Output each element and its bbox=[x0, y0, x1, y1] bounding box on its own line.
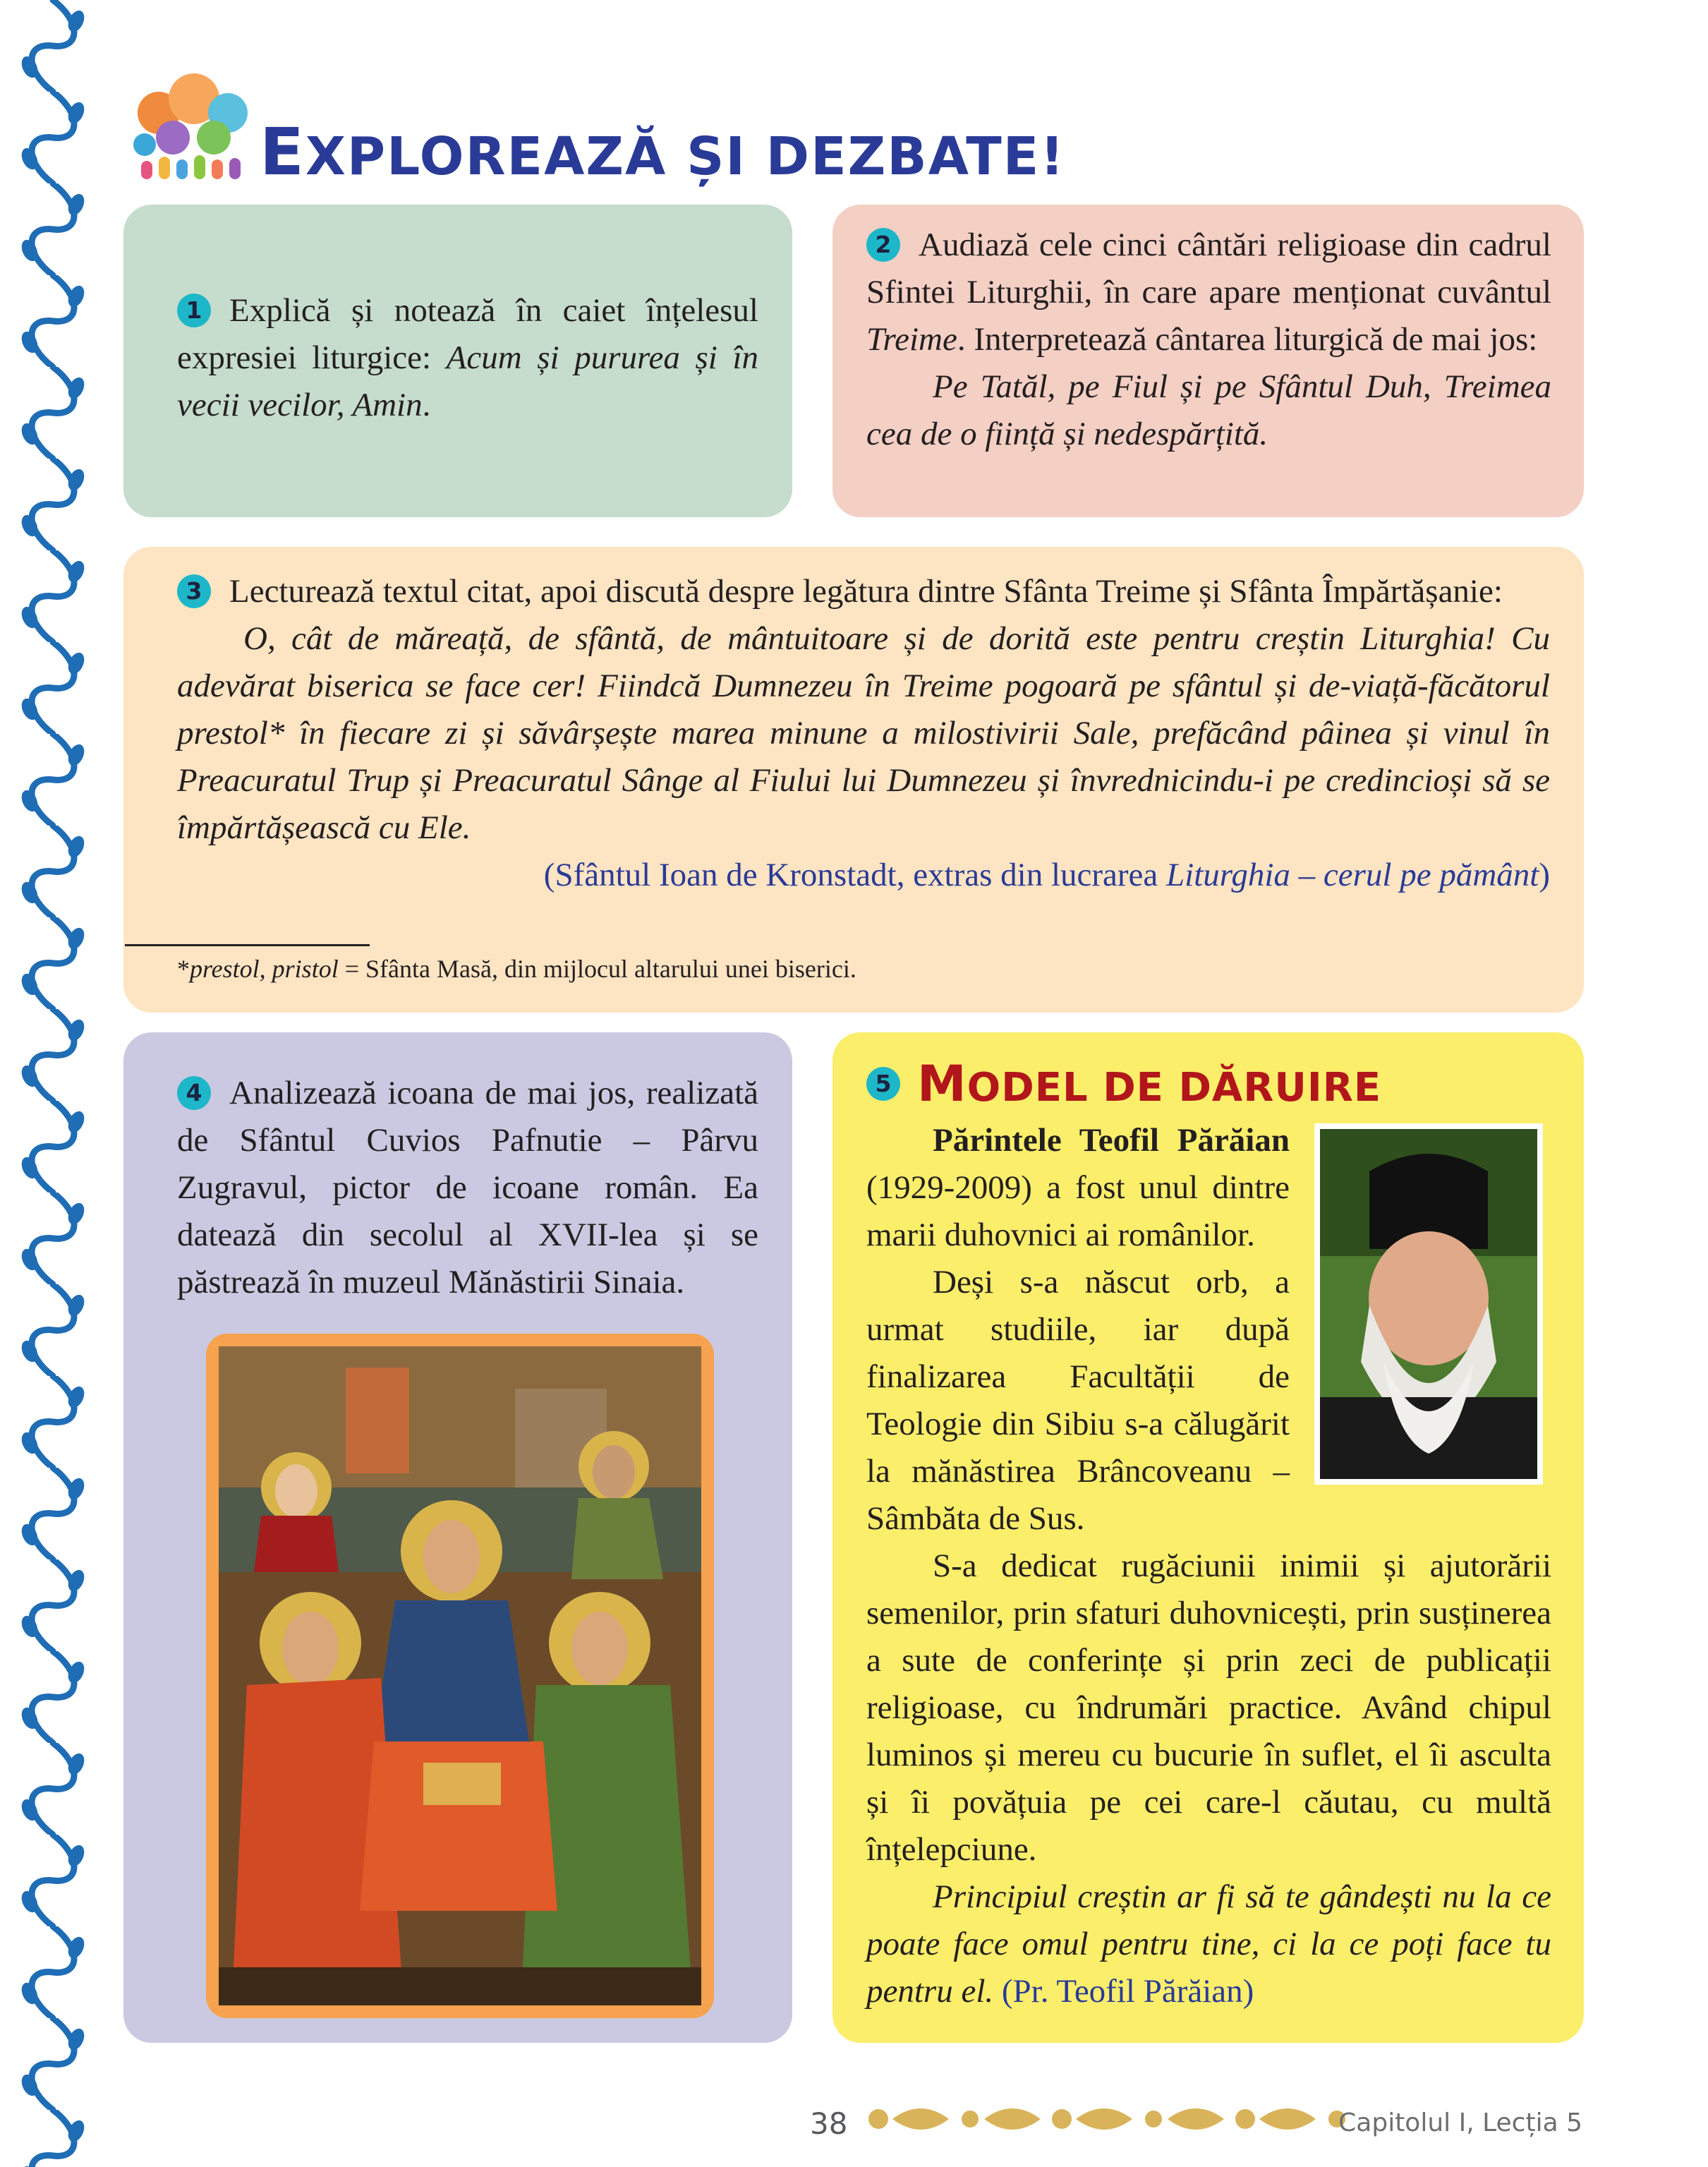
page-number: 38 bbox=[810, 2106, 848, 2141]
task-2-quote: Pe Tatăl, pe Fiul și pe Sfântul Duh, Treimea cea de o ființă și nedespărțită. bbox=[866, 368, 1551, 452]
task-4-text: 4 Analizează icoana de mai jos, realizată de Sfântul Cuvios Pafnutie – Pârvu Zugravul, pictor de icoane român. Ea datează din secolul al XVII-lea și se păstrează în muzeul Mănăstirii Sinaia. bbox=[177, 1075, 758, 1300]
section-title: EXPLOREAZĂ ȘI DEZBATE! bbox=[260, 114, 1065, 190]
task-number-badge: 3 bbox=[177, 574, 211, 608]
task-2-box bbox=[832, 205, 1584, 517]
model-paragraph-3: S-a dedicat rugăciunii inimii și ajutorării semenilor, prin sfaturi duhovnicești, prin susținerea a sute de conferințe și prin zeci de publicații religioase, cu îndrumări practice. Având chipul luminos și mereu cu bucurie în suflet, el îi asculta și îi povățuia pe cei care-l căutau, cu multă înțelepciune. bbox=[866, 1547, 1551, 1868]
task-3-text: 3 Lecturează textul citat, apoi discută despre legătura dintre Sfânta Treime și Sfânta Împărtășanie: bbox=[177, 568, 1550, 615]
model-quote: Principiul creștin ar fi să te gândești nu la ce poate face omul pentru tine, ci la ce poți face tu pentru el. (Pr. Teofil Părăian) bbox=[866, 1878, 1551, 2010]
task-3-credit: (Sfântul Ioan de Kronstadt, extras din lucrarea Liturghia – cerul pe pământ) bbox=[543, 857, 1550, 893]
task-number-badge: 1 bbox=[177, 294, 211, 327]
footnote-divider bbox=[125, 944, 370, 946]
footnote: *prestol, pristol = Sfânta Masă, din mijlocul altarului unei biserici. bbox=[177, 955, 856, 983]
task-number-badge: 4 bbox=[177, 1076, 211, 1110]
floral-ornament bbox=[857, 2094, 1372, 2144]
chapter-label: Capitolul I, Lecția 5 bbox=[1338, 2108, 1582, 2137]
discussion-bubbles-icon bbox=[131, 71, 254, 183]
task-1-box bbox=[123, 205, 792, 517]
model-paragraph-2: Deși s-a născut orb, a urmat studiile, iar după finalizarea Facultății de Teologie din Sibiu s-a călugărit la mănăstirea Brâncoveanu – Sâmbăta de Sus. bbox=[866, 1264, 1290, 1537]
task-1-text: 1 Explică și notează în caiet înțelesul expresiei liturgice: Acum și pururea și în vecii vecilor, Amin. bbox=[177, 292, 758, 423]
model-title: MODEL DE DĂRUIRE bbox=[917, 1055, 1382, 1113]
task-number-badge: 2 bbox=[866, 228, 900, 262]
model-paragraph-1: Părintele Teofil Părăian (1929-2009) a fost unul dintre marii duhovnici ai românilor. bbox=[866, 1122, 1290, 1253]
task-number-badge: 5 bbox=[866, 1067, 900, 1101]
trinity-icon-image bbox=[206, 1334, 714, 2018]
model-title-row bbox=[866, 1055, 1551, 1113]
task-2-text: 2 Audiază cele cinci cântări religioase din cadrul Sfintei Liturghii, în care apare menționat cuvântul Treime. Interpretează cântarea liturgică de mai jos: bbox=[866, 227, 1551, 358]
task-3-box bbox=[123, 547, 1584, 1013]
left-border-ornament bbox=[0, 0, 106, 2167]
task-3-quote: O, cât de măreață, de sfântă, de mântuitoare și de dorită este pentru creștin Liturghia! Cu adevărat biserica se face cer! Fiindcă Dumnezeu în Treime pogoară pe sfântul și de-viață-făcătorul prestol* în fiecare zi și săvârșește marea minune a milostivirii Sale, prefăcând pâinea și vinul în Preacuratul Trup și Preacuratul Sânge al Fiului lui Dumnezeu și învrednicindu-i pe credincioși să se împărtășească cu Ele. bbox=[177, 620, 1550, 846]
teofil-paraian-photo bbox=[1314, 1123, 1543, 1485]
